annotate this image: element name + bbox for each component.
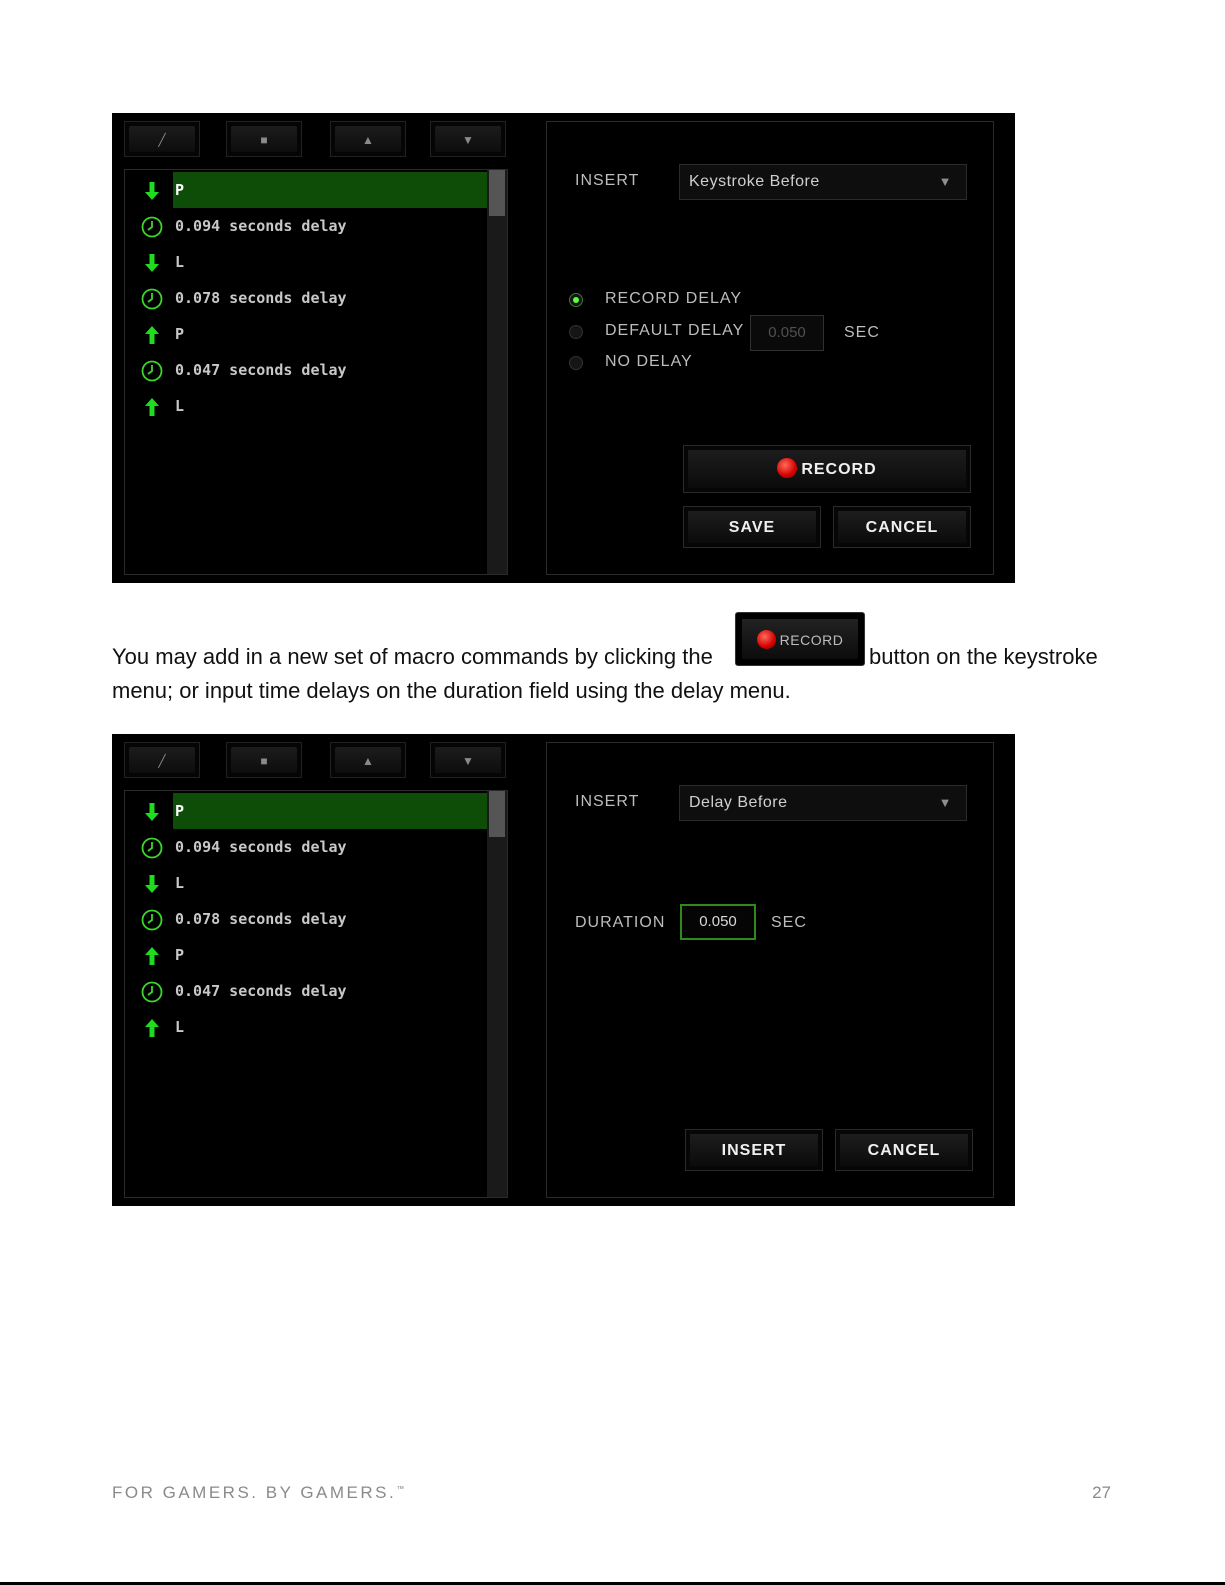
clock-icon <box>141 909 163 931</box>
default-delay-label: DEFAULT DELAY <box>605 322 745 339</box>
down-arrow-icon: ▼ <box>435 747 501 773</box>
record-delay-label: RECORD DELAY <box>605 290 743 307</box>
scrollbar[interactable] <box>487 791 507 1197</box>
macro-toolbar <box>124 742 509 778</box>
record-dot-icon <box>777 458 797 478</box>
list-item-text: 0.094 seconds delay <box>175 838 347 856</box>
macro-list <box>124 790 508 1198</box>
list-item[interactable] <box>125 1009 487 1045</box>
no-delay-label: NO DELAY <box>605 353 693 370</box>
list-item[interactable] <box>125 973 487 1009</box>
clock-icon <box>141 981 163 1003</box>
list-item[interactable] <box>125 865 487 901</box>
trash-icon: ■ <box>231 747 297 773</box>
list-item-text: L <box>175 253 185 271</box>
insert-button-label: INSERT <box>690 1134 818 1166</box>
caret-down-icon: ▼ <box>938 795 952 810</box>
list-item[interactable] <box>125 316 487 352</box>
list-item-text: 0.078 seconds delay <box>175 289 347 307</box>
list-item[interactable] <box>125 829 487 865</box>
sec-label: SEC <box>844 324 880 341</box>
default-delay-input[interactable]: 0.050 <box>750 315 824 351</box>
list-item-text: 0.078 seconds delay <box>175 910 347 928</box>
page-number: 27 <box>1092 1483 1111 1502</box>
list-item[interactable] <box>125 352 487 388</box>
footer-tagline-text: FOR GAMERS. BY GAMERS. <box>112 1483 397 1502</box>
keydown-arrow-icon <box>141 252 163 274</box>
scrollbar-thumb[interactable] <box>489 791 505 837</box>
trash-icon: ■ <box>231 126 297 152</box>
list-item-text: L <box>175 874 185 892</box>
record-dot-icon <box>757 630 776 649</box>
insert-dropdown[interactable] <box>679 785 967 821</box>
options-panel <box>546 121 994 575</box>
default-delay-radio[interactable] <box>569 325 583 339</box>
down-arrow-icon: ▼ <box>435 126 501 152</box>
insert-dropdown[interactable] <box>679 164 967 200</box>
save-button-label: SAVE <box>688 511 816 543</box>
pencil-icon: ╱ <box>129 126 195 152</box>
keydown-arrow-icon <box>141 801 163 823</box>
inline-record-label: RECORD <box>779 632 844 648</box>
body-text-line-1a: You may add in a new set of macro commands by clicking the <box>112 644 713 669</box>
up-arrow-icon: ▲ <box>335 126 401 152</box>
caret-down-icon: ▼ <box>938 174 952 189</box>
delete-button[interactable] <box>226 742 302 778</box>
macro-editor-screenshot-keystroke <box>112 113 1015 583</box>
body-text-line-2: menu; or input time delays on the duration field using the delay menu. <box>112 678 791 703</box>
list-item-text: P <box>175 181 185 199</box>
insert-button[interactable] <box>685 1129 823 1171</box>
footer-tagline <box>112 1483 404 1503</box>
clock-icon <box>141 216 163 238</box>
body-text-line-1b: button on the keystroke <box>869 644 1098 669</box>
list-item-selected[interactable] <box>125 172 487 208</box>
save-button[interactable] <box>683 506 821 548</box>
list-item-text: P <box>175 802 185 820</box>
list-item-text: 0.047 seconds delay <box>175 982 347 1000</box>
move-up-button[interactable] <box>330 121 406 157</box>
macro-editor-screenshot-delay <box>112 734 1015 1206</box>
list-item[interactable] <box>125 388 487 424</box>
cancel-button-label: CANCEL <box>838 511 966 543</box>
up-arrow-icon: ▲ <box>335 747 401 773</box>
insert-dropdown-value: Delay Before <box>689 794 788 811</box>
record-delay-radio[interactable] <box>569 293 583 307</box>
selection-highlight <box>173 172 487 208</box>
sec-label: SEC <box>771 914 807 931</box>
list-item-text: P <box>175 325 185 343</box>
keyup-arrow-icon <box>141 324 163 346</box>
record-button-label: RECORD <box>801 461 877 478</box>
list-item[interactable] <box>125 208 487 244</box>
move-down-button[interactable] <box>430 121 506 157</box>
list-item[interactable] <box>125 280 487 316</box>
keyup-arrow-icon <box>141 1017 163 1039</box>
inline-record-button-image <box>735 612 865 666</box>
keyup-arrow-icon <box>141 945 163 967</box>
list-item-text: 0.094 seconds delay <box>175 217 347 235</box>
clock-icon <box>141 288 163 310</box>
scrollbar[interactable] <box>487 170 507 574</box>
scrollbar-thumb[interactable] <box>489 170 505 216</box>
macro-toolbar <box>124 121 509 157</box>
list-item-text: P <box>175 946 185 964</box>
record-button[interactable] <box>683 445 971 493</box>
list-item-text: 0.047 seconds delay <box>175 361 347 379</box>
duration-input[interactable]: 0.050 <box>680 904 756 940</box>
list-item[interactable] <box>125 244 487 280</box>
clock-icon <box>141 837 163 859</box>
edit-button[interactable] <box>124 121 200 157</box>
list-item[interactable] <box>125 901 487 937</box>
keyup-arrow-icon <box>141 396 163 418</box>
insert-dropdown-value: Keystroke Before <box>689 173 820 190</box>
selection-highlight <box>173 793 487 829</box>
trademark-symbol: ™ <box>396 1484 405 1494</box>
options-panel <box>546 742 994 1198</box>
clock-icon <box>141 360 163 382</box>
keydown-arrow-icon <box>141 180 163 202</box>
move-down-button[interactable] <box>430 742 506 778</box>
pencil-icon: ╱ <box>129 747 195 773</box>
list-item-selected[interactable] <box>125 793 487 829</box>
list-item-text: L <box>175 397 185 415</box>
keydown-arrow-icon <box>141 873 163 895</box>
cancel-button[interactable] <box>833 506 971 548</box>
no-delay-radio[interactable] <box>569 356 583 370</box>
duration-label: DURATION <box>575 914 666 931</box>
edit-button[interactable] <box>124 742 200 778</box>
list-item-text: L <box>175 1018 185 1036</box>
insert-label: INSERT <box>575 793 640 810</box>
list-item[interactable] <box>125 937 487 973</box>
macro-list <box>124 169 508 575</box>
move-up-button[interactable] <box>330 742 406 778</box>
cancel-button[interactable] <box>835 1129 973 1171</box>
delete-button[interactable] <box>226 121 302 157</box>
insert-label: INSERT <box>575 172 640 189</box>
cancel-button-label: CANCEL <box>840 1134 968 1166</box>
